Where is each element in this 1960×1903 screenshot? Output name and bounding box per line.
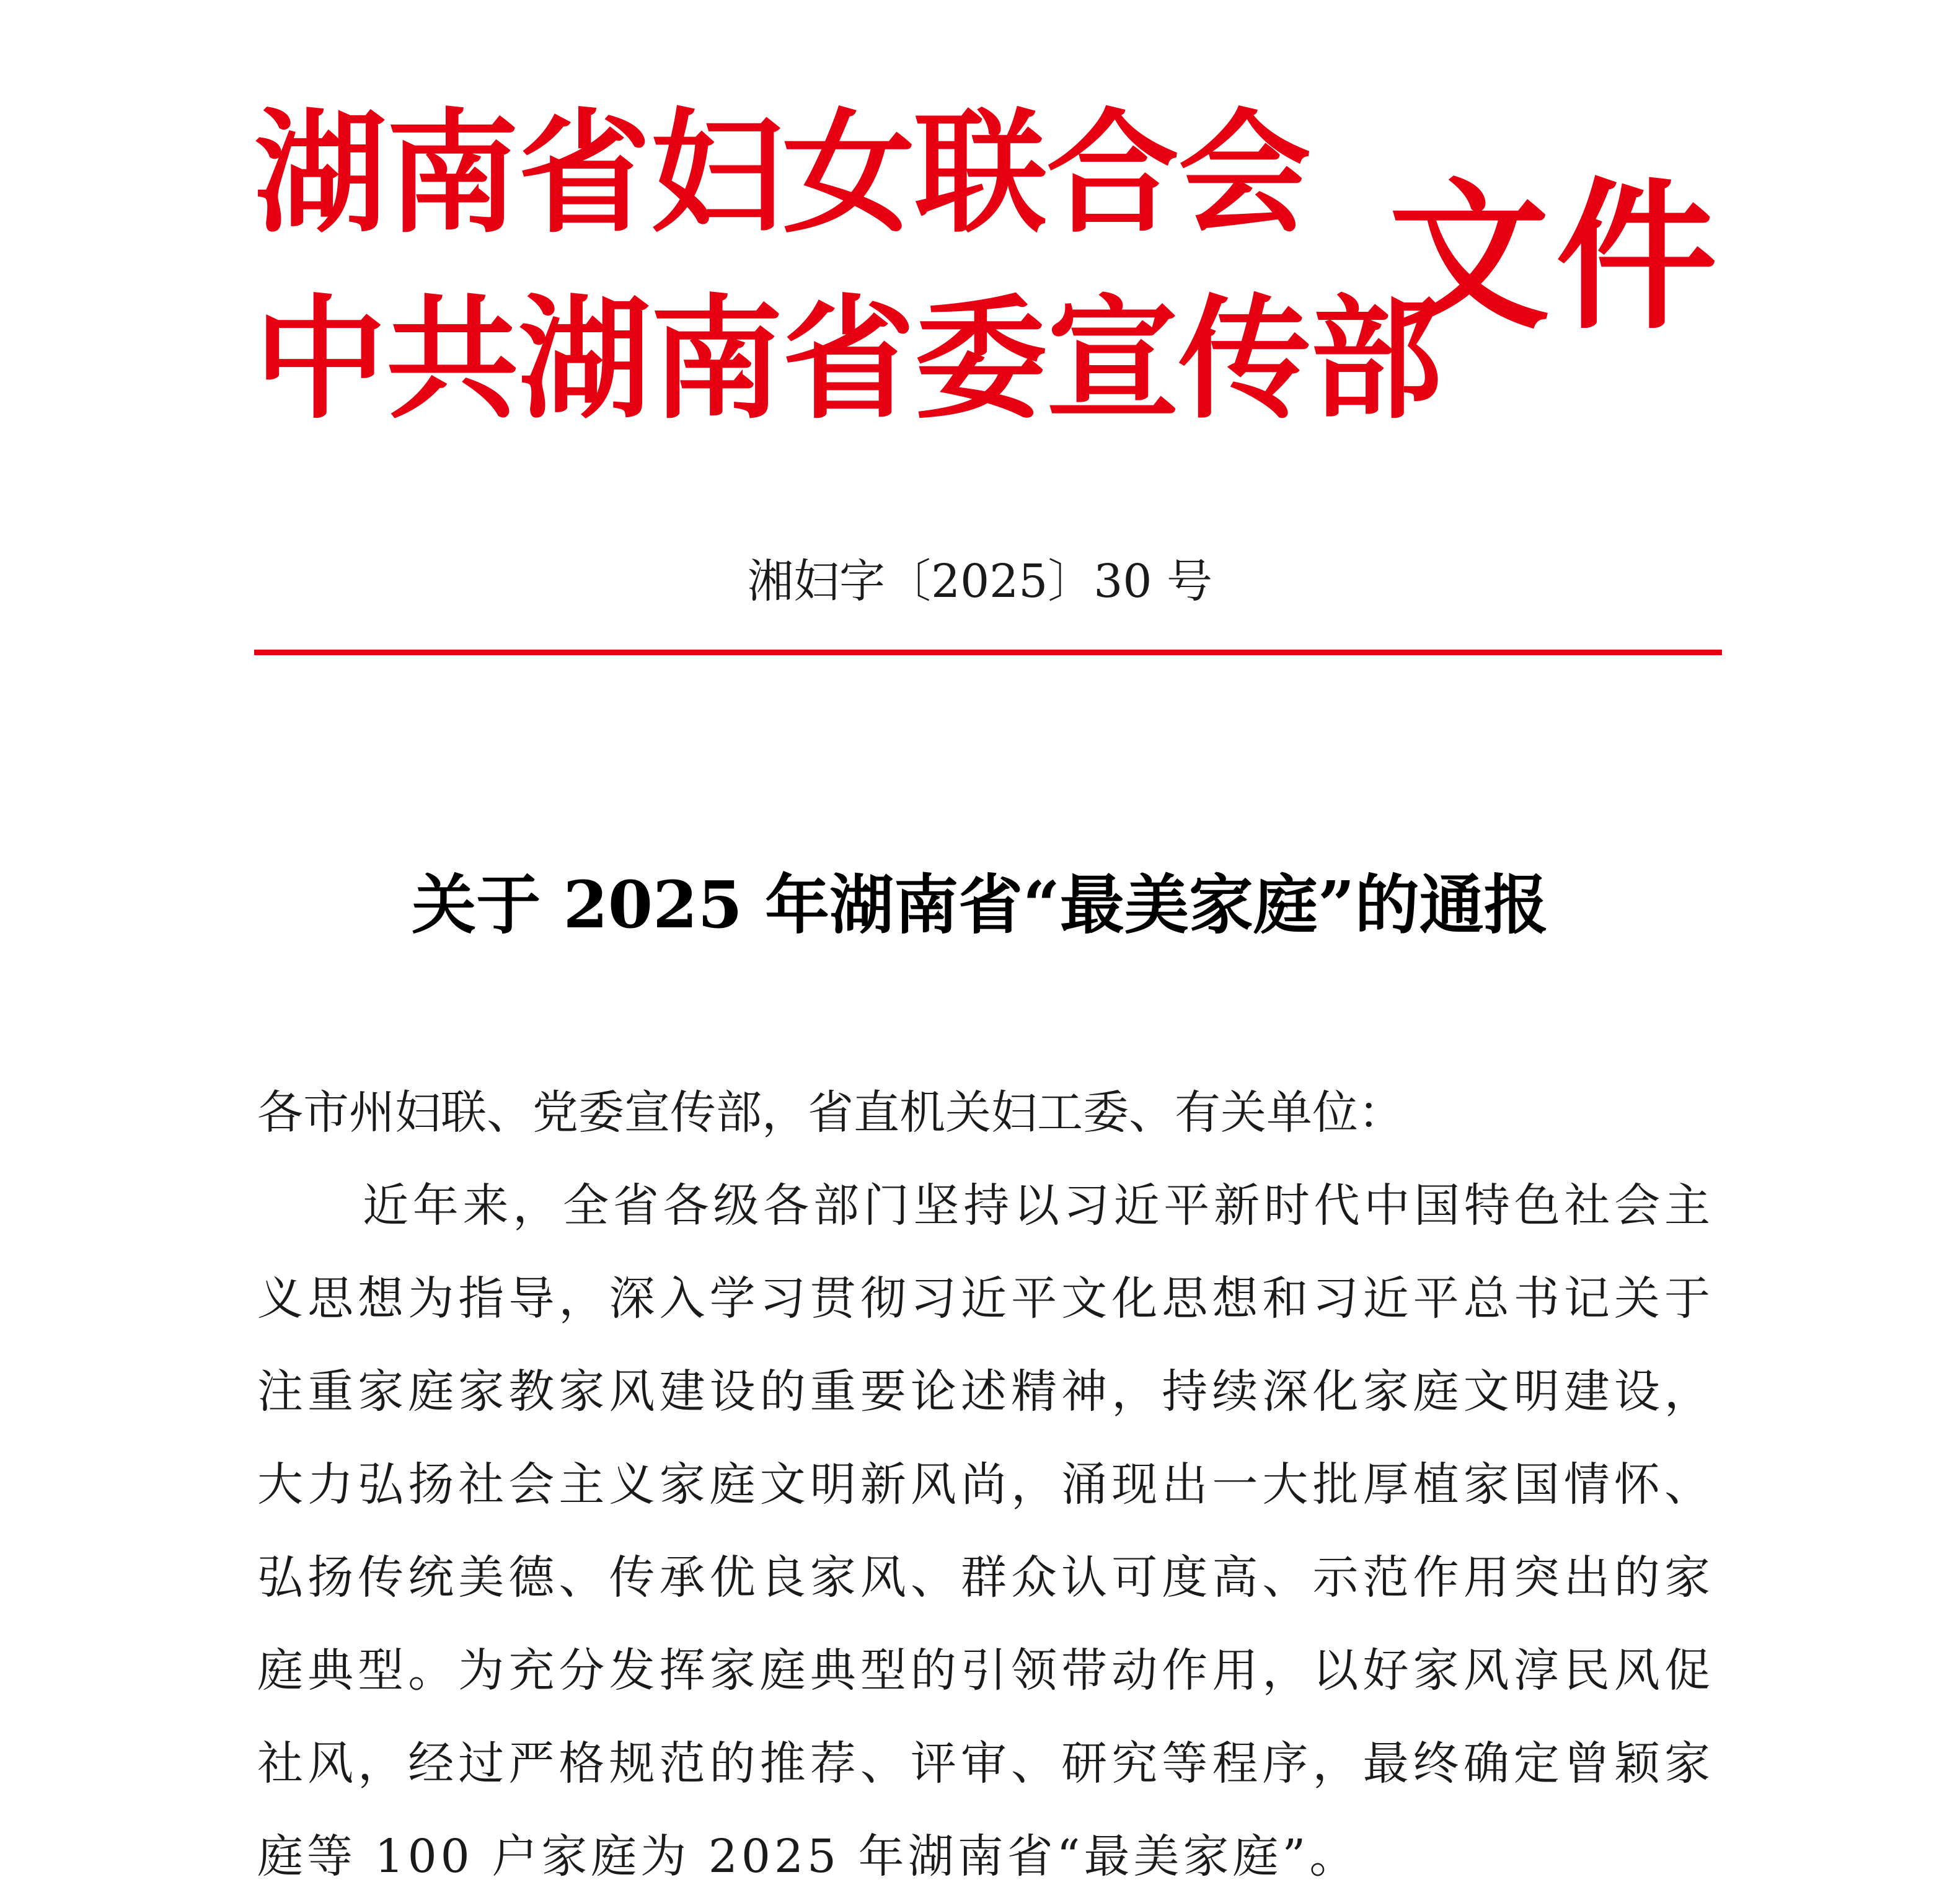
addressee-line: 各市州妇联、党委宣传部，省直机关妇工委、有关单位： bbox=[257, 1086, 1404, 1139]
document-title: 关于 2025 年湖南省“最美家庭”的通报 bbox=[412, 867, 1548, 943]
issuing-organizations bbox=[254, 81, 1442, 453]
red-divider-line bbox=[254, 650, 1722, 655]
red-header bbox=[254, 81, 1723, 437]
document-body bbox=[257, 1066, 1714, 1903]
body-paragraph: 近年来，全省各级各部门坚持以习近平新时代中国特色社会主义思想为指导，深入学习贯彻习近平文化思想和习近平总书记关于注重家庭家教家风建设的重要论述精神，持续深化家庭文明建设，大力弘扬社会主义家庭文明新风尚，涌现出一大批厚植家国情怀、弘扬传统美德、传承优良家风、群众认可度高、示范作用突出的家庭典型。为充分发挥家庭典型的引领带动作用，以好家风淳民风促社风，经过严格规范的推荐、评审、研究等程序，最终确定曾颖家庭等 100 户家庭为 2025 年湖南省“最美家庭”。 bbox=[257, 1179, 1714, 1883]
document-word: 文件 bbox=[1388, 162, 1723, 351]
document-number: 湘妇字〔2025〕30 号 bbox=[747, 555, 1212, 608]
org-name-womens-federation: 湖南省妇女联合会 bbox=[254, 95, 1310, 251]
org-name-propaganda-department: 中共湖南省委宣传部 bbox=[254, 281, 1442, 437]
